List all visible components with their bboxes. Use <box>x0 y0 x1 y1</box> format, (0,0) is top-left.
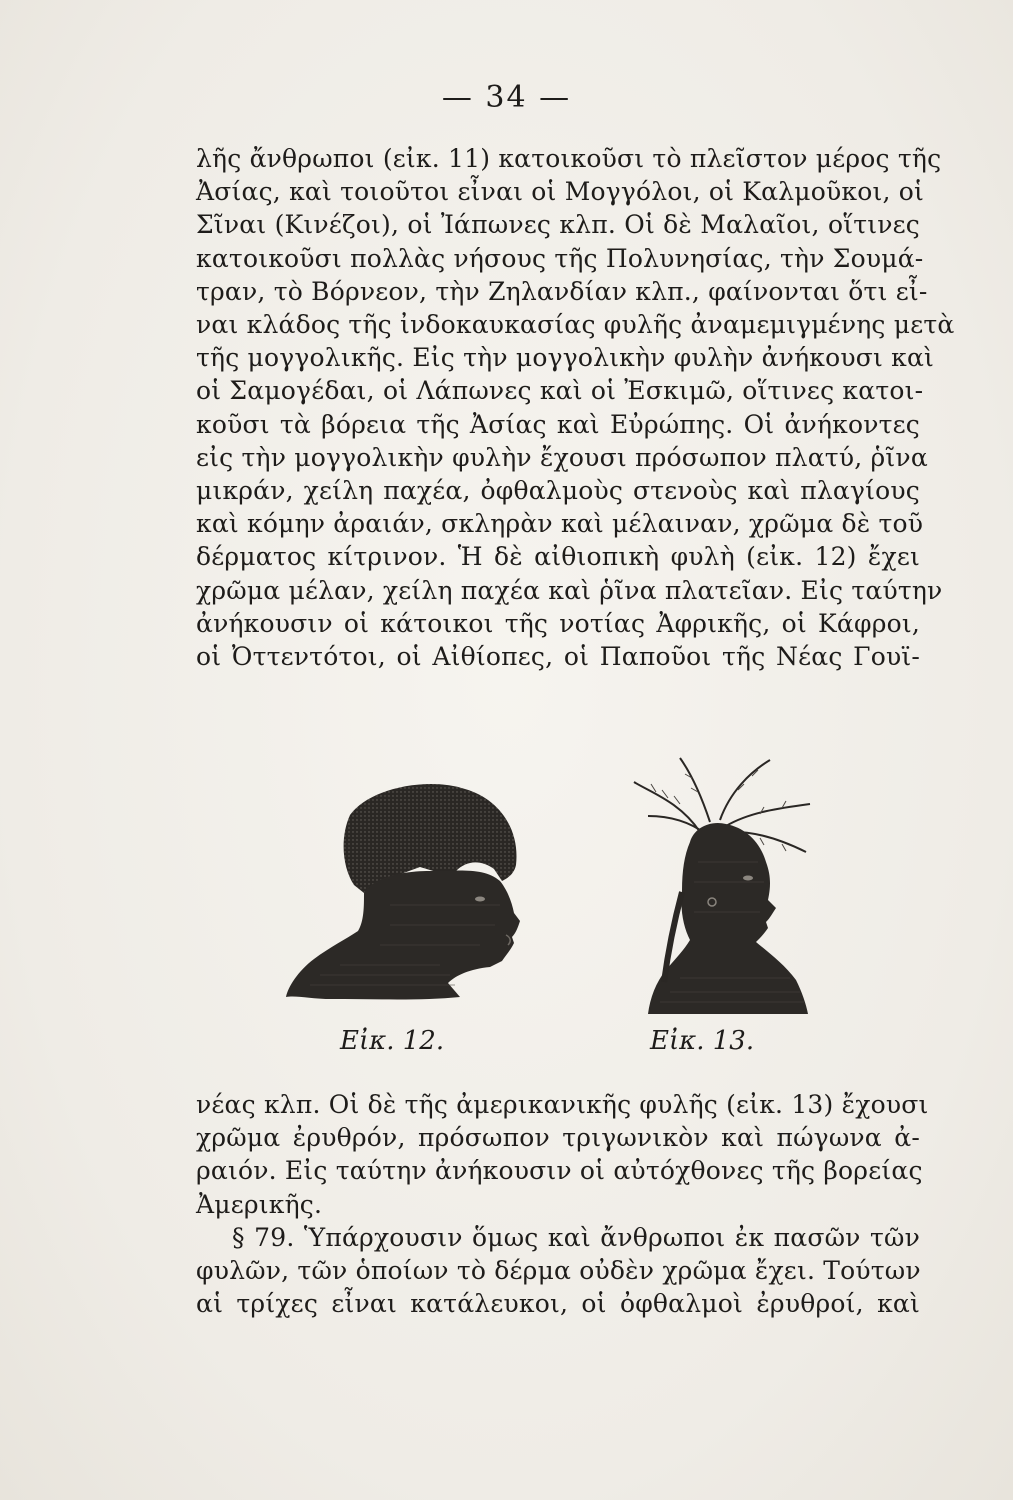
text-line: αἱ τρίχες εἶναι κατάλευκοι, οἱ ὀφθαλμοὶ ἐρυθροί, καὶ <box>196 1289 920 1319</box>
text-line: λῆς ἄνθρωποι (εἰκ. 11) κατοικοῦσι τὸ πλεῖστον μέρος τῆς <box>196 144 942 173</box>
section-79-line: § 79. Ὑπάρχουσιν ὅμως καὶ ἄνθρωποι ἐκ πασῶν τῶν <box>232 1222 920 1252</box>
text-line: οἱ Ὀττεντότοι, οἱ Αἰθίοπες, οἱ Παποῦοι τῆς Νέας Γουϊ- <box>196 642 920 672</box>
native-american-head-silhouette-icon <box>620 752 840 1022</box>
page-number: — 34 — <box>441 80 572 115</box>
text-line: Ἀμερικῆς. <box>196 1189 323 1219</box>
text-line: χρῶμα ἐρυθρόν, πρόσωπον τριγωνικὸν καὶ πώγωνα ἀ- <box>196 1123 920 1153</box>
african-head-silhouette-icon <box>280 775 550 1020</box>
text-line: μικράν, χείλη παχέα, ὀφθαλμοὺς στενοὺς καὶ πλαγίους <box>196 476 920 506</box>
text-line: ἀνήκουσιν οἱ κάτοικοι τῆς νοτίας Ἀφρικῆς, οἱ Κάφροι, <box>196 608 920 638</box>
text-line: δέρματος κίτρινον. Ἡ δὲ αἰθιοπικὴ φυλὴ (εἰκ. 12) ἔχει <box>196 542 920 572</box>
text-line: τραν, τὸ Βόρνεον, τὴν Ζηλανδίαν κλπ., φαίνονται ὅτι εἶ- <box>196 276 928 306</box>
text-line: οἱ Σαμογέδαι, οἱ Λάπωνες καὶ οἱ Ἐσκιμῶ, οἵτινες κατοι- <box>196 376 924 406</box>
text-line: εἰς τὴν μογγολικὴν φυλὴν ἔχουσι πρόσωπον πλατύ, ῥῖνα <box>196 442 928 472</box>
text-line: Ἀσίας, καὶ τοιοῦτοι εἶναι οἱ Μογγόλοι, οἱ Καλμοῦκοι, οἱ <box>196 177 925 207</box>
text-line: ναι κλάδος τῆς ἰνδοκαυκασίας φυλῆς ἀναμεμιγμένης μετὰ <box>196 310 955 340</box>
text-line: Σῖναι (Κινέζοι), οἱ Ἰάπωνες κλπ. Οἱ δὲ Μαλαῖοι, οἵτινες <box>196 210 920 240</box>
paragraph-bottom <box>196 1088 929 1320</box>
figure-13 <box>620 752 840 1022</box>
figure-12 <box>280 775 550 1020</box>
text-line: χρῶμα μέλαν, χείλη παχέα καὶ ῥῖνα πλατεῖαν. Εἰς ταύτην <box>196 575 943 605</box>
paragraph-top <box>196 142 955 673</box>
text-line: καὶ κόμην ἀραιάν, σκληρὰν καὶ μέλαιναν, χρῶμα δὲ τοῦ <box>196 509 924 539</box>
figure-12-caption: Εἰκ. 12. <box>340 1026 445 1056</box>
text-line: νέας κλπ. Οἱ δὲ τῆς ἀμερικανικῆς φυλῆς (εἰκ. 13) ἔχουσι <box>196 1090 929 1119</box>
text-line: ραιόν. Εἰς ταύτην ἀνήκουσιν οἱ αὐτόχθονες τῆς βορείας <box>196 1156 923 1186</box>
text-line: τῆς μογγολικῆς. Εἰς τὴν μογγολικὴν φυλὴν ἀνήκουσι καὶ <box>196 343 935 373</box>
text-line: κατοικοῦσι πολλὰς νήσους τῆς Πολυνησίας, τὴν Σουμά- <box>196 243 924 273</box>
text-line: κοῦσι τὰ βόρεια τῆς Ἀσίας καὶ Εὐρώπης. Οἱ ἀνήκοντες <box>196 409 920 439</box>
text-line: φυλῶν, τῶν ὁποίων τὸ δέρμα οὐδὲν χρῶμα ἔχει. Τούτων <box>196 1256 921 1286</box>
figure-13-caption: Εἰκ. 13. <box>650 1026 755 1056</box>
